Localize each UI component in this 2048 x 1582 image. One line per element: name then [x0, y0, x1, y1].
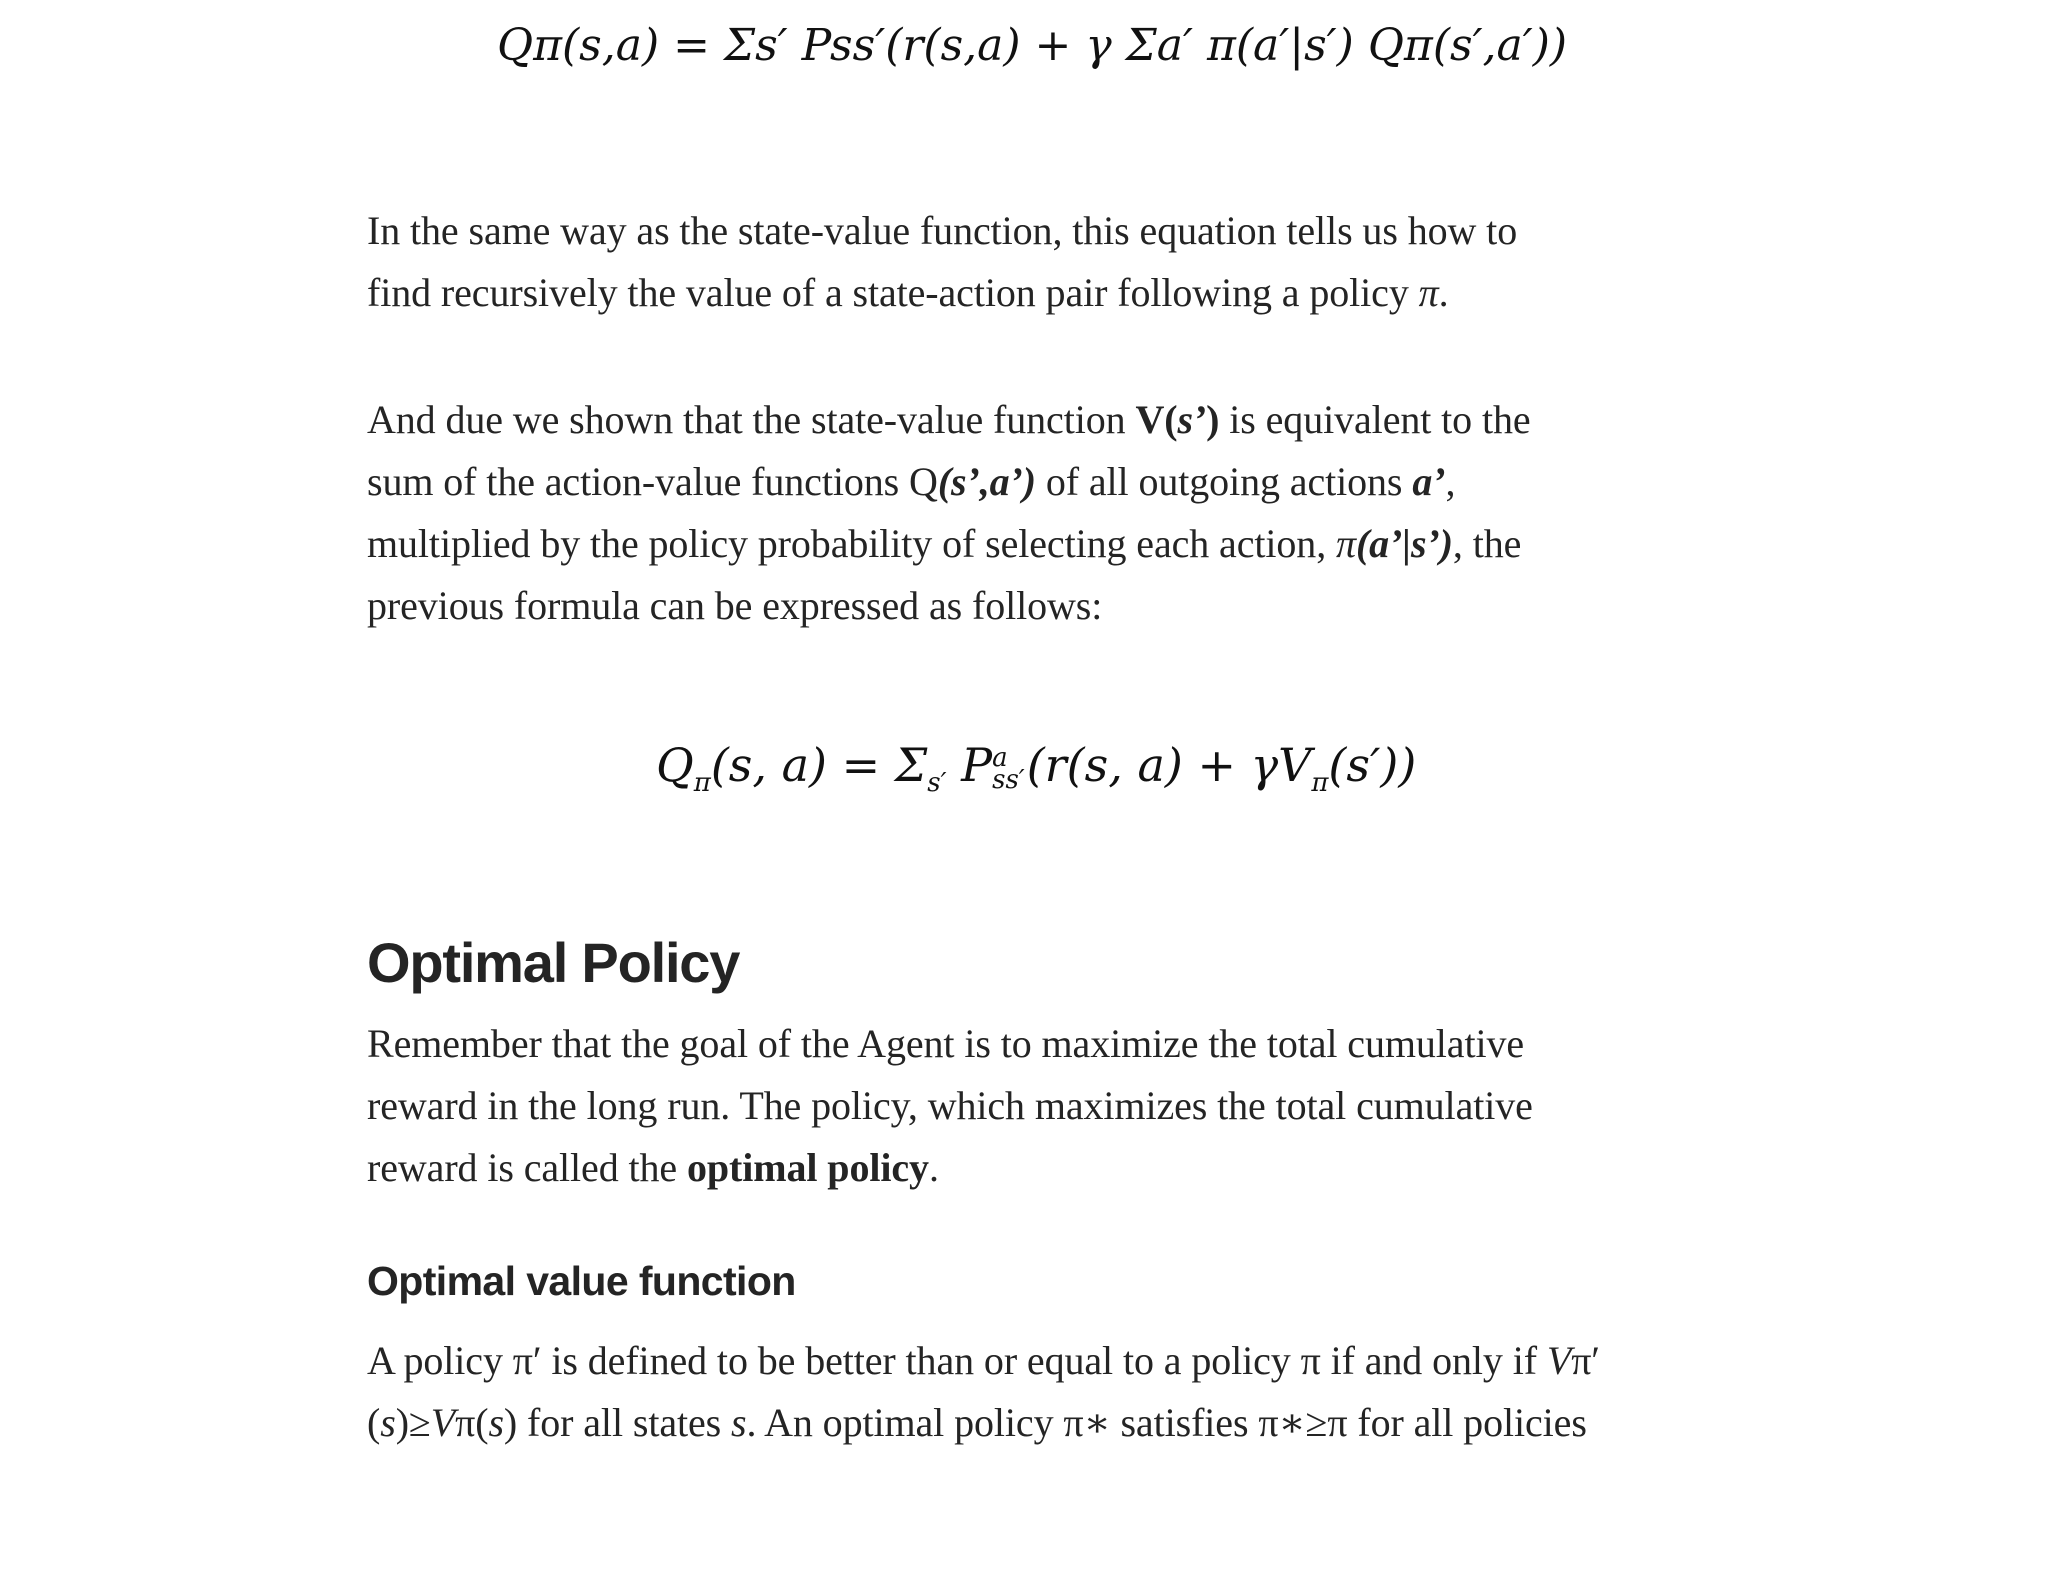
paragraph-line: multiplied by the policy probability of selecting each action, π(a’|s’), the: [367, 521, 1522, 566]
paragraph-optimal-policy: [367, 1013, 1697, 1199]
paragraph-line: previous formula can be expressed as follows:: [367, 583, 1103, 628]
paragraph-line: In the same way as the state-value function, this equation tells us how to: [367, 208, 1518, 253]
paragraph-line: reward in the long run. The policy, which maximizes the total cumulative: [367, 1083, 1533, 1128]
paragraph-recursive-value: [367, 200, 1697, 324]
section-heading-optimal-policy: Optimal Policy: [367, 931, 740, 994]
paragraph-line: Remember that the goal of the Agent is to maximize the total cumulative: [367, 1021, 1525, 1066]
paragraph-line: sum of the action-value functions Q(s’,a’) of all outgoing actions a’,: [367, 459, 1456, 504]
paragraph-line: A policy π′ is defined to be better than or equal to a policy π if and only if Vπ′: [367, 1338, 1600, 1383]
paragraph-line: find recursively the value of a state-action pair following a policy π.: [367, 270, 1449, 315]
paragraph-state-value-equivalence: [367, 389, 1697, 637]
subsection-heading-optimal-value-function: Optimal value function: [367, 1258, 796, 1304]
equation-top-partial: Qπ(s,a) = Σs′ Pss′(r(s,a) + γ Σa′ π(a′|s′) Qπ(s′,a′)): [497, 20, 1568, 71]
paragraph-line: reward is called the optimal policy.: [367, 1145, 939, 1190]
paragraph-line: And due we shown that the state-value function V(s’) is equivalent to the: [367, 397, 1531, 442]
q-function-formula: $Q_\pi(s$, $a) = \Sigma_{s'}$ P a ss′ (r(s, $a) + \gamma V_\pi(s')$): [656, 738, 1417, 799]
paragraph-policy-ordering: [367, 1330, 1697, 1454]
paragraph-line: (s)≥Vπ(s) for all states s. An optimal policy π∗ satisfies π∗≥π for all policies: [367, 1400, 1587, 1445]
